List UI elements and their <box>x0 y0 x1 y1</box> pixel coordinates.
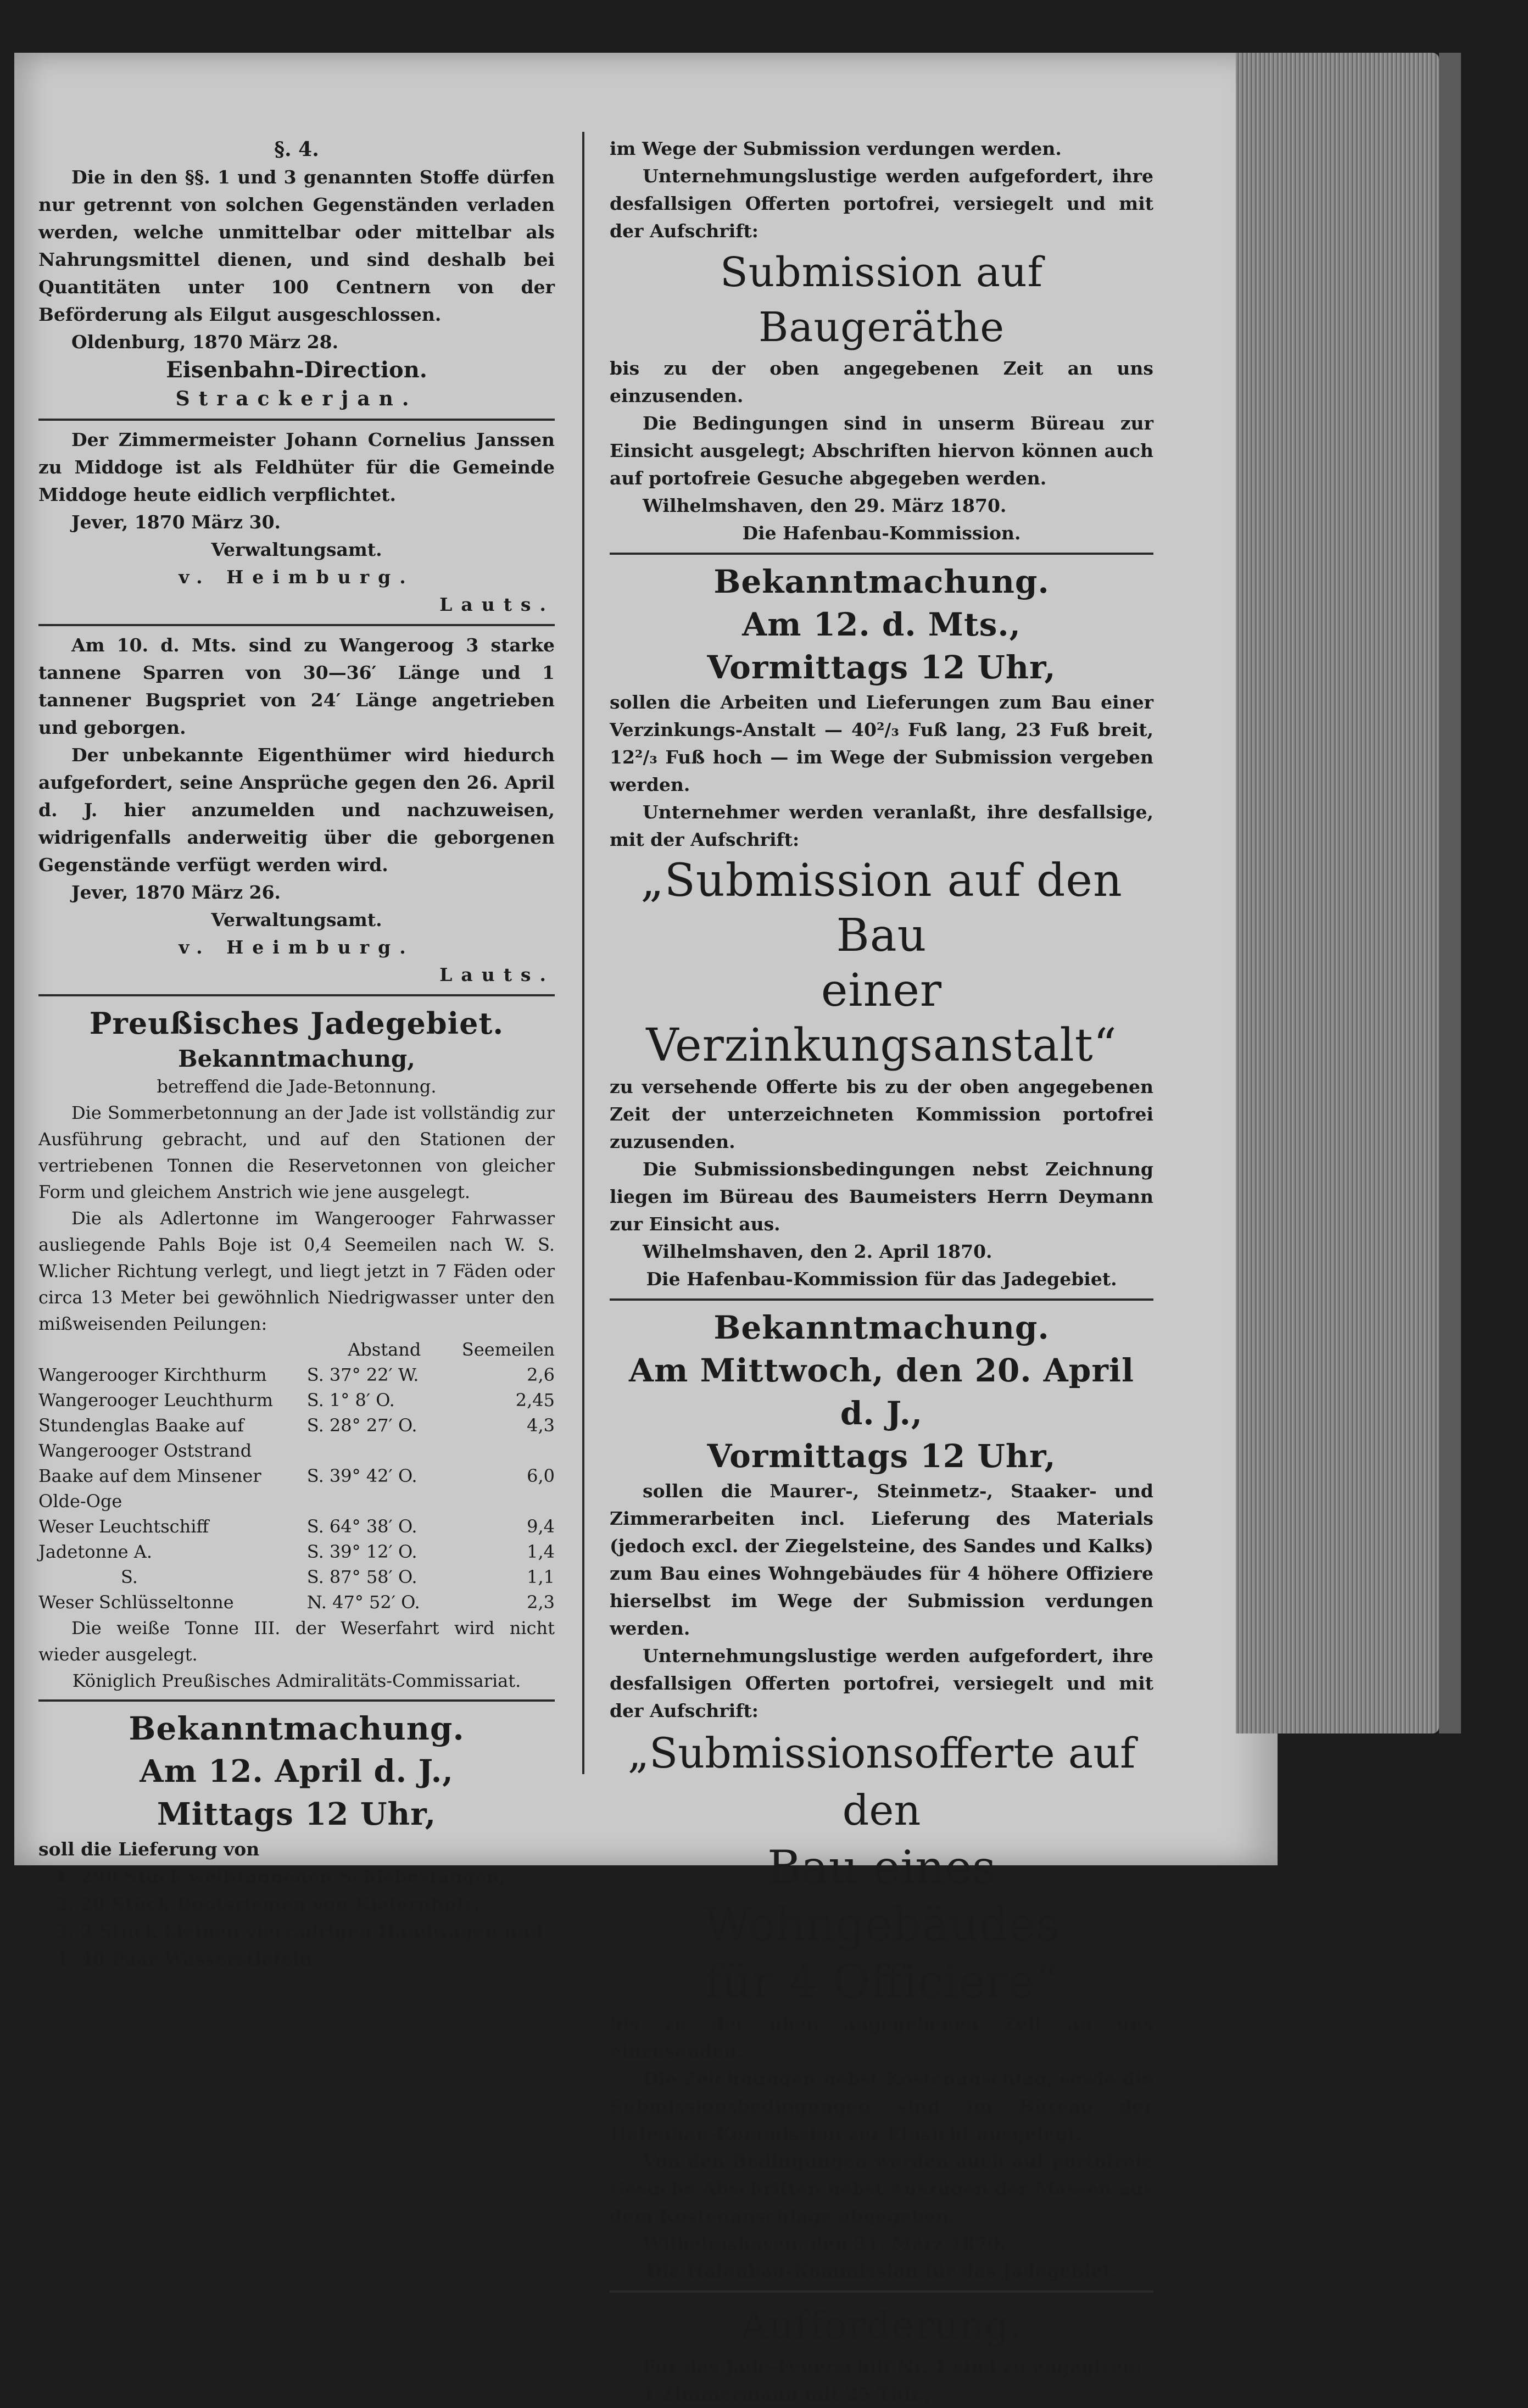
signature: v. Heimburg. <box>179 937 415 958</box>
submission-heading: einer Verzinkungsanstalt“ <box>646 965 1117 1072</box>
dateline: Wilhelmshaven, den 29. März 1870. <box>643 495 1007 516</box>
paragraph: Für das Jade-Feuerschiff Nr. 1 sind zu engagiren: <box>643 2356 1142 2377</box>
column-header-seemeilen: Seemeilen <box>461 1339 555 1360</box>
notice-title: Bekanntmachung. <box>713 563 1050 600</box>
paragraph: bis zu der oben angegebenen Zeit an uns einzusenden. <box>610 358 1153 406</box>
divider <box>38 1699 555 1702</box>
table-row <box>38 1463 555 1514</box>
list-item: 2. 20 Stück Bootsriemen von Kiefernholz, <box>55 1893 480 1915</box>
landmark: S. <box>121 1567 138 1587</box>
distance: 1,4 <box>527 1541 555 1562</box>
divider <box>38 419 555 421</box>
distance: 2,45 <box>515 1390 555 1411</box>
paragraph: Von den Bedingungen werden auch auf portofreie Gesuche Abschriften nebst Auszügen der Massen aus dem Kostenanschlage abgegeben. <box>610 2150 1153 2227</box>
paragraph: im Wege der Submission verdungen werden. <box>610 138 1062 159</box>
bearings-table <box>38 1337 555 1615</box>
paragraph: Die Sommerbetonnung an der Jade ist vollständig zur Ausführung gebracht, und auf den Stationen der vertriebenen Tonnen die Reservetonnen von gleicher Form und gleichem Anstrich wie jene ausgelegt. <box>38 1102 555 1202</box>
bearing: S. 37° 22′ W. <box>306 1364 419 1385</box>
distance: 2,3 <box>527 1592 555 1613</box>
divider <box>610 553 1153 555</box>
authority-name: Die Hafenbau-Kommission für das Jadegebiet. <box>646 1268 1117 1290</box>
landmark: Jadetonne A. <box>38 1541 153 1562</box>
table-header <box>38 1337 555 1362</box>
bearing: N. 47° 52′ O. <box>306 1592 420 1613</box>
paragraph: soll die Lieferung von <box>38 1838 260 1860</box>
office-name: Verwaltungsamt. <box>211 539 382 560</box>
dateline: Jever, 1870 März 26. <box>71 882 281 903</box>
distance: 9,4 <box>527 1516 555 1537</box>
dateline: Wilhelmshaven, den 2. April 1870. <box>643 1241 992 1262</box>
paragraph: Die als Adlertonne im Wangerooger Fahrwasser ausliegende Pahls Boje ist 0,4 Seemeilen nach W. S. W.licher Richtung verlegt, und liegt jetzt in 7 Fäden oder circa 13 Meter bei gewöhnlich Niedrigwasser unter den mißweisenden Peilungen: <box>38 1208 555 1334</box>
bearing: S. 1° 8′ O. <box>306 1390 395 1411</box>
paragraph: Die Bedingungen sind in unserm Büreau zur Einsicht ausgelegt; Abschriften hiervon können auch auf portofreie Gesuche abgegeben werden. <box>610 413 1153 489</box>
authority-name: Königlich Preußisches Admiralitäts-Commissariat. <box>72 1670 521 1691</box>
table-row <box>38 1413 555 1463</box>
left-column <box>38 82 555 1973</box>
column-header-abstand: Abstand <box>348 1339 421 1360</box>
column-divider <box>582 132 584 1774</box>
table-row <box>38 1590 555 1615</box>
right-column <box>610 82 1153 2408</box>
divider <box>38 994 555 996</box>
paragraph: Am 10. d. Mts. sind zu Wangeroog 3 starke tannene Sparren von 30—36′ Länge und 1 tannener Bugspriet von 24′ Länge angetrieben und geborgen. <box>38 634 555 738</box>
dateline: Jever, 1870 März 30. <box>71 511 281 533</box>
landmark: Weser Schlüsseltonne <box>38 1592 234 1613</box>
signature: Lauts. <box>439 964 555 985</box>
signature: Lauts. <box>439 594 555 615</box>
divider <box>610 1298 1153 1301</box>
submission-heading: „Submission auf den Bau <box>640 855 1123 962</box>
paragraph: Die in den §§. 1 und 3 genannten Stoffe dürfen nur getrennt von solchen Gegenständen verladen werden, welche unmittelbar oder mittelbar als Nahrungsmittel dienen, und sind deshalb bei Quantitäten unter 100 Centnern von der Beförderung als Eilgut ausgeschlossen. <box>38 166 555 325</box>
book-cover-edge <box>1439 53 1461 1733</box>
bearing: S. 28° 27′ O. <box>306 1415 417 1436</box>
paragraph: Die Zeichnungen nebst Kostenanschlag, sowie die Submissionsbedingungen sind im Büreau der Hafenbau-Kommission zur Einsicht ausgelegt. <box>610 2068 1153 2144</box>
paragraph: bis zu der oben angegebenen Zeit an uns einzusenden. <box>610 2013 1153 2062</box>
divider <box>38 624 555 626</box>
table-row <box>38 1362 555 1387</box>
paragraph: Unternehmungslustige werden aufgefordert, ihre desfallsigen Offerten portofrei, versiegelt und mit der Aufschrift: <box>610 165 1153 242</box>
divider <box>610 2290 1153 2293</box>
distance: 4,3 <box>527 1415 555 1436</box>
landmark: Weser Leuchtschiff <box>38 1516 209 1537</box>
submission-heading: Bau eines Wohngebäudes <box>704 1841 1059 1952</box>
notice-date-line: Am 12. d. Mts., <box>742 606 1021 643</box>
paragraph: zu versehende Offerte bis zu der oben angegebenen Zeit der unterzeichneten Kommission portofrei zuzusenden. <box>610 1076 1153 1152</box>
landmark: Baake auf dem Minsener Olde-Oge <box>38 1465 261 1512</box>
submission-heading: Submission auf Baugeräthe <box>720 249 1044 351</box>
notice-date-line: Am 12. April d. J., <box>140 1753 454 1790</box>
list-item: 1. 290 Stück weißtannenen Schiebestangen, <box>55 1866 506 1887</box>
notice-subtitle: betreffend die Jade-Betonnung. <box>157 1076 437 1097</box>
paragraph: sollen die Maurer-, Steinmetz-, Staaker- und Zimmerarbeiten incl. Lieferung des Materials (jedoch excl. der Ziegelsteine, des Sandes und Kalks) zum Bau eines Wohngebäudes für 4 höhere Offiziere hierselbst im Wege der Submission verdungen werden. <box>610 1480 1153 1639</box>
paragraph: Die Submissionsbedingungen nebst Zeichnung liegen im Büreau des Baumeisters Herrn Deymann zur Einsicht aus. <box>610 1158 1153 1235</box>
section-title: Preußisches Jadegebiet. <box>89 1006 504 1041</box>
paragraph: sollen die Arbeiten und Lieferungen zum Bau einer Verzinkungs-Anstalt — 40²/₃ Fuß lang, 23 Fuß breit, 12²/₃ Fuß hoch — im Wege der Submission vergeben werden. <box>610 692 1153 795</box>
notice-time-line: Vormittags 12 Uhr, <box>707 1437 1056 1475</box>
landmark: Wangerooger Leuchthurm <box>38 1390 273 1411</box>
bearing: S. 87° 58′ O. <box>306 1567 417 1587</box>
table-row <box>38 1539 555 1564</box>
list-item: 4. 40 Paar Wasserstiefeln <box>55 1948 313 1970</box>
submission-heading: für 4 Officiere“ <box>704 1955 1059 2009</box>
paragraph: Der Zimmermeister Johann Cornelius Janssen zu Middoge ist als Feldhüter für die Gemeinde Middoge heute eidlich verpflichtet. <box>38 429 555 505</box>
signature: v. Heimburg. <box>179 566 415 588</box>
distance: 6,0 <box>527 1465 555 1486</box>
distance: 2,6 <box>527 1364 555 1385</box>
book-page-edges <box>1236 53 1439 1733</box>
notice-title: Bekanntmachung. <box>129 1710 465 1747</box>
paragraph: Unternehmer werden veranlaßt, ihre desfallsige, mit der Aufschrift: <box>610 801 1153 850</box>
paragraph: 1 Zimmermann mit 25 Thlr., <box>643 2383 932 2405</box>
table-row <box>38 1514 555 1539</box>
list-item: 3. 2 Stück kleinen vierrädrigen Handwagen und <box>55 1921 543 1942</box>
bearing: S. 39° 12′ O. <box>306 1541 417 1562</box>
item-list <box>38 1863 555 1973</box>
paragraph: Der unbekannte Eigenthümer wird hiedurch aufgefordert, seine Ansprüche gegen den 26. April d. J. hier anzumelden und nachzuweisen, widrigenfalls anderweitig über die geborgenen Gegenstände verfügt werden wird. <box>38 744 555 876</box>
paragraph: Die weiße Tonne III. der Weserfahrt wird nicht wieder ausgelegt. <box>38 1618 555 1665</box>
notice-title: Bekanntmachung. <box>713 1309 1050 1346</box>
authority-name: Die Hafenbau-Kommission für das Jadegebiet. <box>646 2260 1117 2282</box>
dateline: Wilhelmshaven, den 31. März 1870. <box>643 2233 1007 2254</box>
bearing: S. 39° 42′ O. <box>306 1465 417 1486</box>
notice-time-line: Vormittags 12 Uhr, <box>707 649 1056 686</box>
table-row <box>38 1387 555 1413</box>
dateline: Oldenburg, 1870 März 28. <box>71 331 339 353</box>
table-row <box>38 1564 555 1590</box>
landmark: Stundenglas Baake auf Wangerooger Oststrand <box>38 1415 252 1461</box>
authority-name: Die Hafenbau-Kommission. <box>742 522 1021 544</box>
notice-time-line: Mittags 12 Uhr, <box>157 1796 437 1832</box>
submission-heading: „Submissionsofferte auf den <box>627 1729 1136 1835</box>
signature: Strackerjan. <box>175 387 418 410</box>
bearing: S. 64° 38′ O. <box>306 1516 417 1537</box>
distance: 1,1 <box>527 1567 555 1587</box>
authority-name: Eisenbahn-Direction. <box>166 357 427 383</box>
landmark: Wangerooger Kirchthurm <box>38 1364 267 1385</box>
section-heading: §. 4. <box>274 138 319 161</box>
notice-title: Bekanntmachung, <box>178 1045 415 1072</box>
paragraph: Unternehmungslustige werden aufgefordert, ihre desfallsigen Offerten portofrei, versiegelt und mit der Aufschrift: <box>610 1645 1153 1721</box>
notice-date-line: Am Mittwoch, den 20. April d. J., <box>629 1352 1134 1432</box>
office-name: Verwaltungsamt. <box>211 909 382 930</box>
notice-title: Aufforderung. <box>740 2303 1023 2348</box>
